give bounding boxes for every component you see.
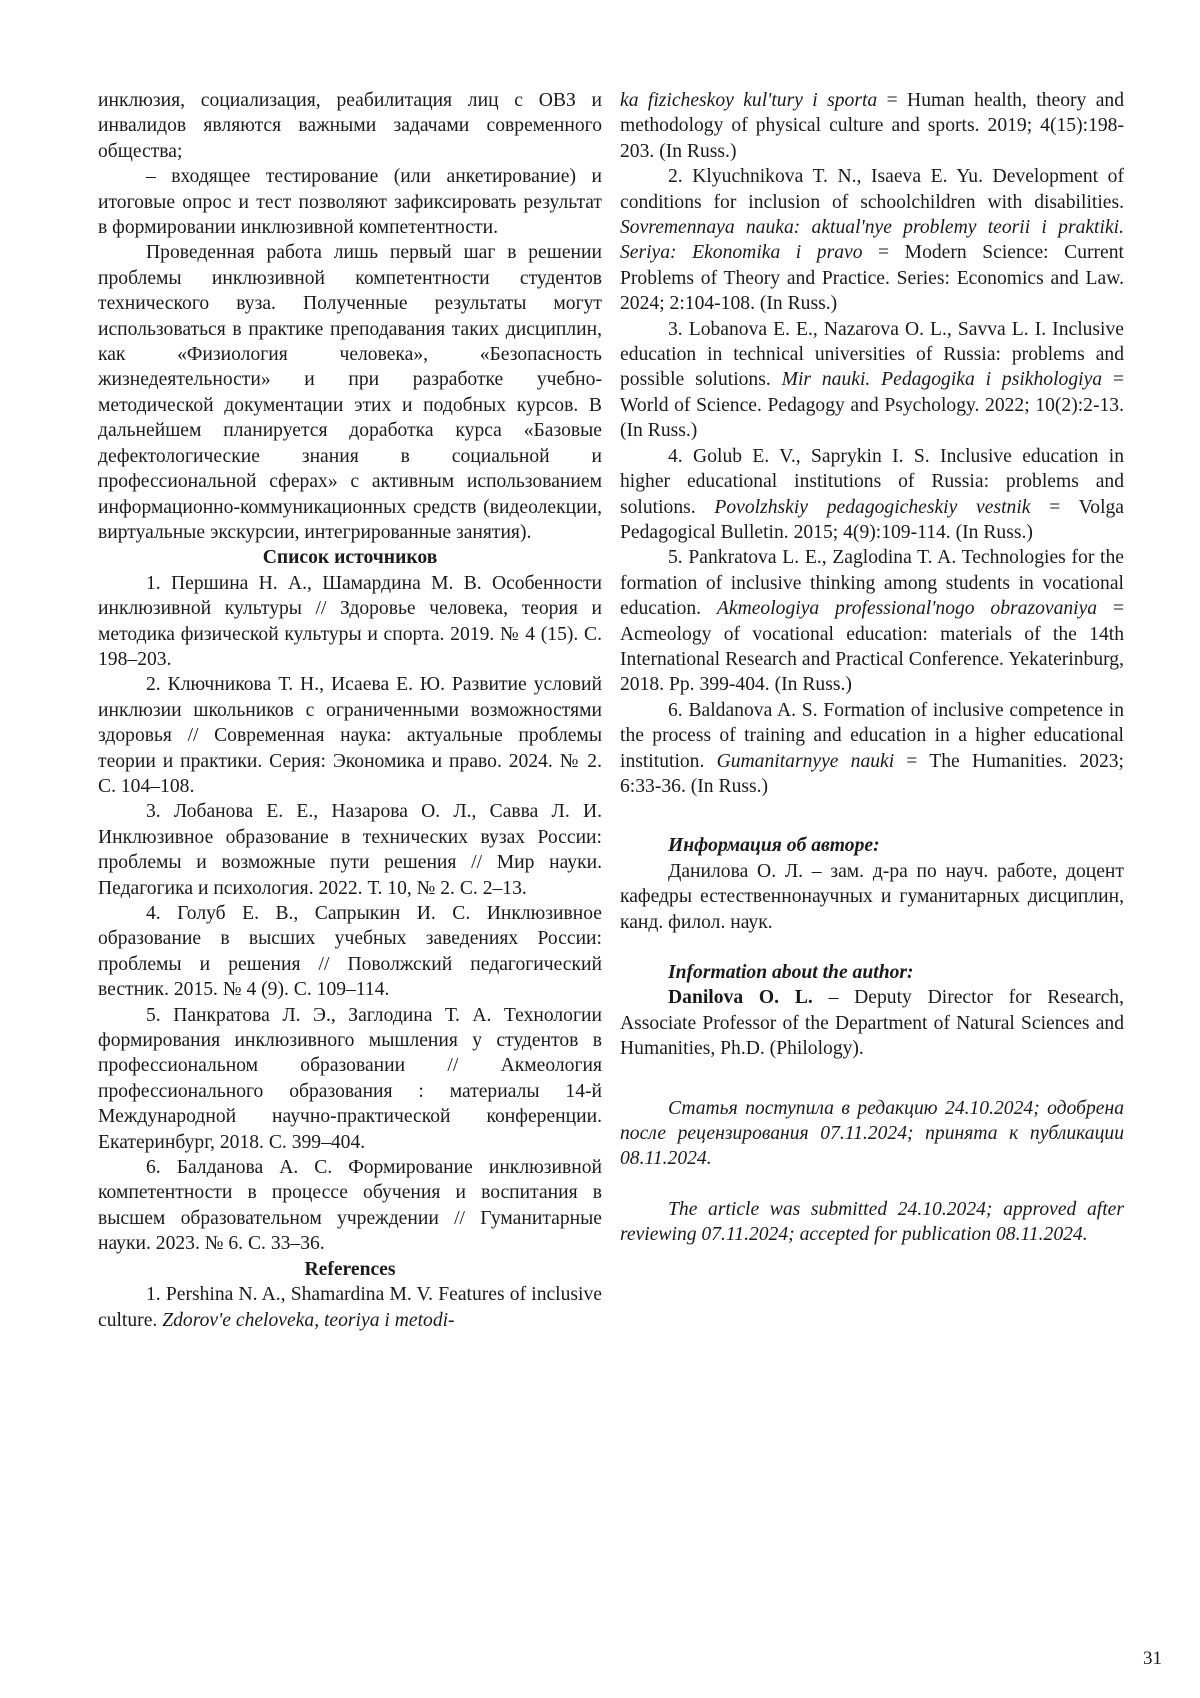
reference-text: 1. Pershina N. A., Shamardina M. V. Features of inclusive culture. [98,1284,602,1331]
author-name: Danilova O. L. [668,987,813,1009]
left-column [98,88,602,1333]
reference-text: = Volga Pedagogical Bulletin. 2015; 4(9):109-114. (In Russ.) [620,496,1125,543]
reference-text: 5. Pankratova L. E., Zaglodina T. A. Technologies for the formation of inclusive thinking among students in vocational education. [620,547,1124,620]
reference-item-continued [620,88,1124,164]
intro-paragraph: инклюзия, социализация, реабилитация лиц с ОВЗ и инвалидов являются важными задачами современного общества; [98,90,602,162]
reference-text: 3. Lobanova E. E., Nazarova O. L., Savva L. I. Inclusive education in technical universities of Russia: problems and possible solutions. [620,318,1124,391]
reference-text: = World of Science. Pedagogy and Psychology. 2022; 10(2):2-13. (In Russ.) [620,369,1124,442]
source-item: 6. Балданова А. С. Формирование инклюзивной компетентности в процессе обучения и воспитания в высшем образовательном учреждении // Гуманитарные науки. 2023. № 6. С. 33–36. [98,1157,602,1255]
reference-text: 4. Golub E. V., Saprykin I. S. Inclusive education in higher educational institutions of Russia: problems and solutions. [620,445,1124,518]
reference-text: 6. Baldanova A. S. Formation of inclusive competence in the process of training and education in a higher educational institution. [620,699,1124,772]
reference-journal: Gumanitarnyye nauki [716,750,895,772]
reference-item [98,1282,602,1333]
spacer [620,1172,1124,1197]
reference-item [620,698,1124,800]
source-item: 5. Панкратова Л. Э., Заглодина Т. А. Технологии формирования инклюзивного мышления у студентов в профессиональном образовании // Акмеология профессионального образования : материалы 14-й Международной научно-практической конференции. Екатеринбург, 2018. С. 399–404. [98,1004,602,1153]
author-info-ru: Данилова О. Л. – зам. д-ра по науч. работе, доцент кафедры естественнонаучных и гуманитарных дисциплин, канд. филол. наук. [620,860,1124,933]
conclusion-paragraph: Проведенная работа лишь первый шаг в решении проблемы инклюзивной компетентности студентов технического вуза. Полученные результаты могут использоваться в практике преподавания таких дисциплин, как «Физиология человека», «Безопасность жизнедеятельности» и при разработке учебно-методической документации этих и подобных курсов. В дальнейшем планируется доработка курса «Базовые дефектологические знания в социальной и профессиональной сферах» с активным использованием информационно-коммуникационных средств (видеолекции, виртуальные экскурсии, интегрированные занятия). [98,242,602,543]
reference-item [620,317,1124,444]
bullet-paragraph: – входящее тестирование (или анкетирование) и итоговые опрос и тест позволяют зафиксировать результат в формировании инклюзивной компетентности. [98,166,602,239]
reference-text: = Human health, theory and methodology of physical culture and sports. 2019; 4(15):198-203. (In Russ.) [620,90,1124,162]
spacer [620,935,1124,960]
reference-item [620,444,1124,546]
reference-journal: Sovremennaya nauka: aktual'nye problemy teorii i praktiki. Seriya: Ekonomika i pravo [620,217,1124,264]
submission-note-en: The article was submitted 24.10.2024; approved after reviewing 07.11.2024; accepted for publication 08.11.2024. [620,1198,1124,1246]
right-column [620,88,1124,1248]
reference-journal: Mir nauki. Pedagogika i psikhologiya [781,369,1103,391]
author-info-ru-heading: Информация об авторе: [668,835,880,857]
submission-note-ru: Статья поступила в редакцию 24.10.2024; одобрена после рецензирования 07.11.2024; принята к публикации 08.11.2024. [620,1097,1124,1170]
author-description: – Deputy Director for Research, Associate Professor of the Department of Natural Sciences and Humanities, Ph.D. (Philology). [620,987,1125,1060]
reference-item [620,164,1124,316]
reference-text: 2. Klyuchnikova T. N., Isaeva E. Yu. Development of conditions for inclusion of schoolchildren with disabilities. [620,166,1124,213]
reference-text: = The Humanities. 2023; 6:33-36. (In Russ.) [620,750,1124,797]
spacer [620,799,1124,833]
source-item: 4. Голуб Е. В., Сапрыкин И. С. Инклюзивное образование в высших учебных заведениях России: проблемы и решения // Поволжский педагогический вестник. 2015. № 4 (9). С. 109–114. [98,903,602,1001]
source-item: 1. Першина Н. А., Шамардина М. В. Особенности инклюзивной культуры // Здоровье человека, теория и методика физической культуры и спорта. 2019. № 4 (15). С. 198–203. [98,572,602,670]
page-number: 31 [1143,1648,1162,1669]
reference-journal: Akmeologiya professional'nogo obrazovaniya [716,598,1098,620]
author-info-en [620,985,1124,1061]
spacer [620,1062,1124,1096]
reference-journal: ka fizicheskoy kul'tury i sporta [620,90,878,111]
sources-heading: Список источников [262,547,438,569]
reference-text: = Acmeology of vocational education: materials of the 14th International Research and Practical Conference. Yekaterinburg, 2018. Pp. 399-404. (In Russ.) [620,598,1125,696]
author-info-en-heading: Information about the author: [668,962,914,983]
source-item: 2. Ключникова Т. Н., Исаева Е. Ю. Развитие условий инклюзии школьников с ограниченными возможностями здоровья // Современная наука: актуальные проблемы теории и практики. Серия: Экономика и право. 2024. № 2. С. 104–108. [98,674,602,797]
reference-item [620,545,1124,697]
references-heading: References [304,1258,396,1280]
reference-journal: Povolzhskiy pedagogicheskiy vestnik [714,496,1031,518]
source-item: 3. Лобанова Е. Е., Назарова О. Л., Савва Л. И. Инклюзивное образование в технических вузах России: проблемы и возможные пути решения // Мир науки. Педагогика и психология. 2022. Т. 10, № 2. С. 2–13. [98,801,602,899]
reference-journal: Zdorov'e cheloveka, teoriya i metodi- [162,1309,455,1331]
reference-text: = Modern Science: Current Problems of Theory and Practice. Series: Economics and Law. 2024; 2:104-108. (In Russ.) [620,242,1124,315]
